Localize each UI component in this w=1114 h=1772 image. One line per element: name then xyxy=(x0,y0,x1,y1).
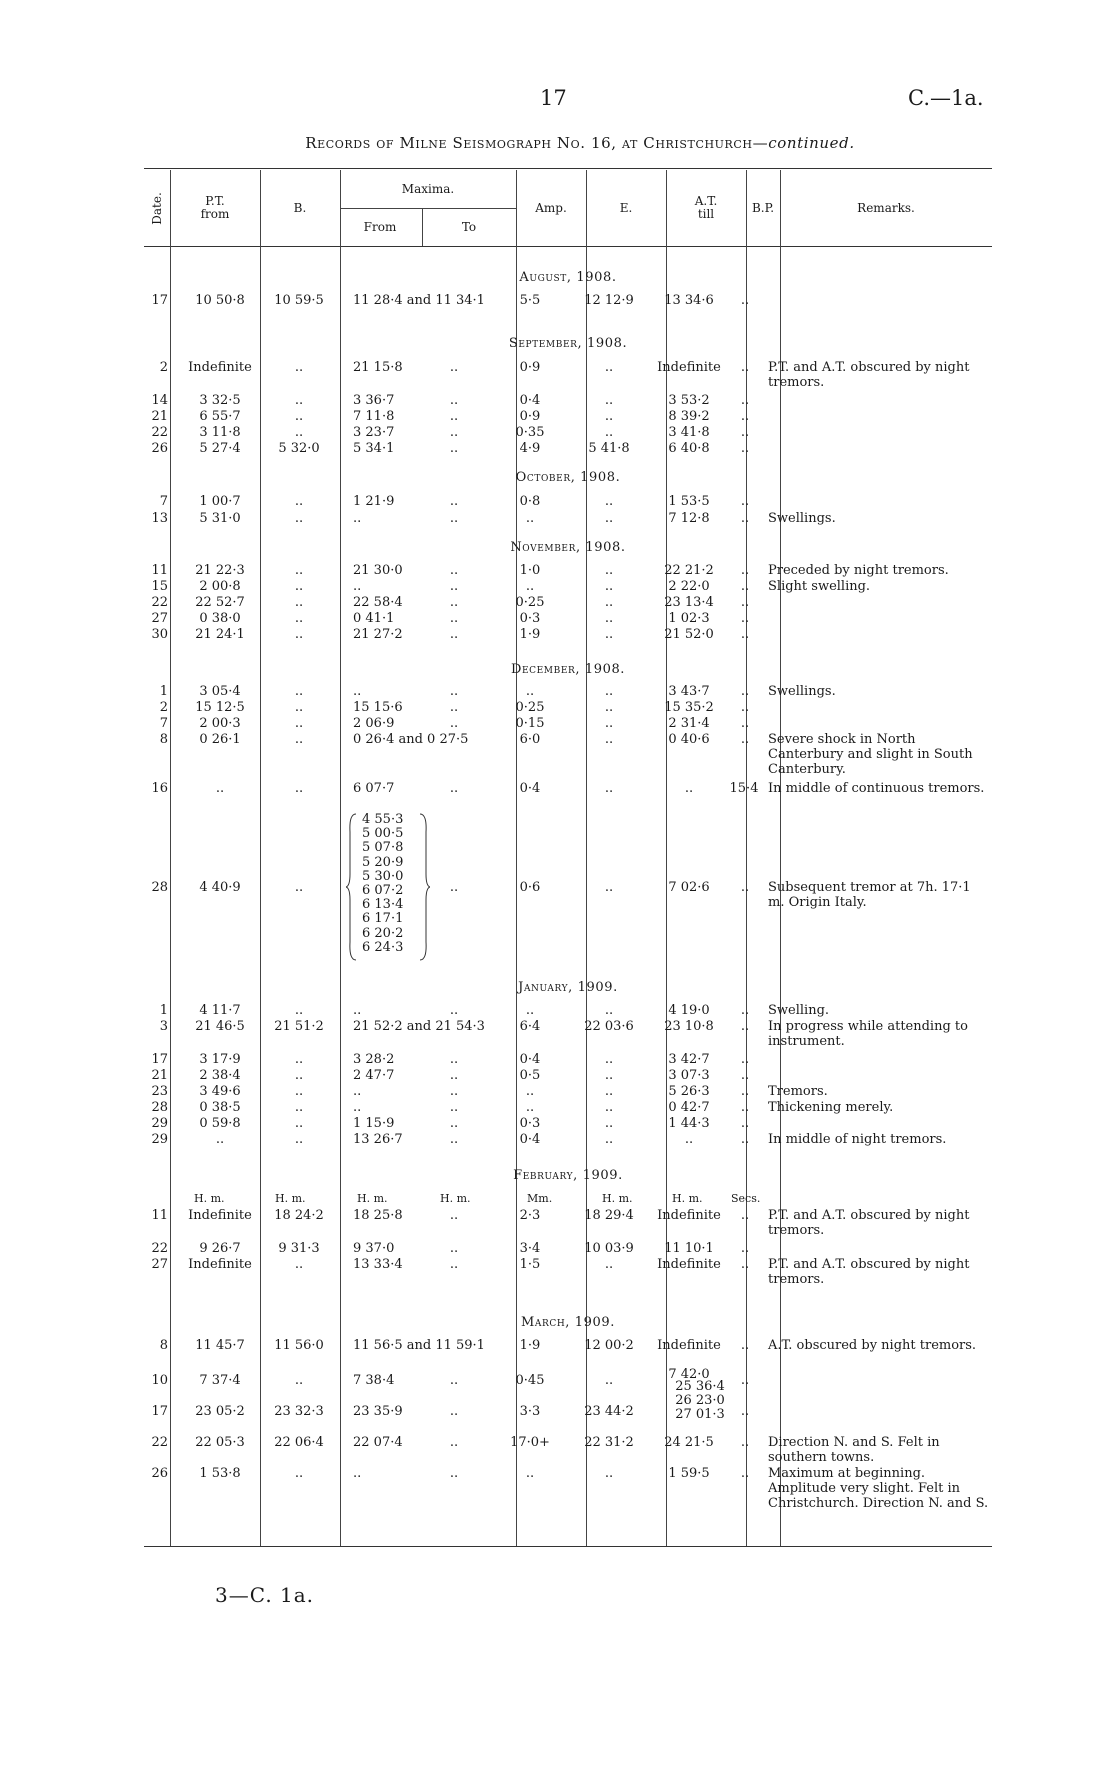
table-row: 10 7 37·4 .. 7 38·4 .. 0·45 .. 7 42·0 .. xyxy=(151,1367,750,1388)
col-amp-header: Amp. xyxy=(535,200,567,215)
table-row: 26 5 27·4 5 32·0 5 34·1 .. 4·9 5 41·8 6 40·8 .. xyxy=(151,441,750,456)
at-value: 25 36·4 xyxy=(675,1379,725,1394)
table-row: 3 21 46·5 21 51·2 21 52·2 and 21 54·3 6·4 22 03·6 23 10·8 .. In progress while attending to instrument. xyxy=(159,1019,968,1049)
table-row: 17 23 05·2 23 32·3 23 35·9 .. 3·3 23 44·2 .. xyxy=(151,1404,750,1419)
maxima-value: 6 20·2 xyxy=(362,925,404,941)
maxima-value: 4 55·3 xyxy=(362,812,404,827)
table-row: 11 21 22·3 .. 21 30·0 .. 1·0 .. 22 21·2 .. Preceded by night tremors. xyxy=(151,563,949,578)
col-pt-header: P.T. from xyxy=(200,194,230,221)
header-bottom-rule xyxy=(144,246,992,247)
section-march-1909: March, 1909. xyxy=(520,1315,615,1330)
table-row: 8 11 45·7 11 56·0 11 56·5 and 11 59·1 1·9 12 00·2 Indefinite .. A.T. obscured by night tremors. xyxy=(159,1338,977,1353)
col-e-header: E. xyxy=(619,200,633,215)
section-january-1909: January, 1909. xyxy=(518,980,618,995)
table-row: 21 6 55·7 .. 7 11·8 .. 0·9 .. 8 39·2 .. xyxy=(151,409,750,424)
col-maxima-header: Maxima. xyxy=(340,170,516,209)
table-row: 26 1 53·8 .. .. .. .. .. 1 59·5 .. Maximum at beginning. Amplitude very slight. Felt in Christchurch. Direction N. and S. xyxy=(151,1466,989,1511)
units-row: H. m. H. m. H. m. H. m. Mm. H. m. H. m. Secs. xyxy=(194,1192,761,1205)
table-row: 1 4 11·7 .. .. .. .. .. 4 19·0 .. Swelling. xyxy=(159,1003,830,1018)
document-code: C.—1a. xyxy=(908,86,984,110)
table-row: 27 Indefinite .. 13 33·4 .. 1·5 .. Indefinite .. P.T. and A.T. obscured by night tremors. xyxy=(151,1257,970,1287)
table-row: 22 22 52·7 .. 22 58·4 .. 0·25 .. 23 13·4 .. xyxy=(151,595,750,610)
table-row: 21 2 38·4 .. 2 47·7 .. 0·5 .. 3 07·3 .. xyxy=(151,1068,750,1083)
section-november-1908: November, 1908. xyxy=(510,540,626,555)
col-b-header: B. xyxy=(293,200,307,215)
table-row: 30 21 24·1 .. 21 27·2 .. 1·9 .. 21 52·0 .. xyxy=(151,627,750,642)
table-row: 7 2 00·3 .. 2 06·9 .. 0·15 .. 2 31·4 .. xyxy=(159,716,750,731)
table-row: 28 0 38·5 .. .. .. .. .. 0 42·7 .. Thickening merely. xyxy=(151,1100,894,1115)
section-february-1909: February, 1909. xyxy=(513,1168,623,1183)
table-bottom-rule xyxy=(144,1546,992,1547)
maxima-value: 6 13·4 xyxy=(362,897,404,913)
table-row: 29 .. .. 13 26·7 .. 0·4 .. .. .. In middle of night tremors. xyxy=(151,1132,947,1147)
col-remarks-header: Remarks. xyxy=(857,200,915,215)
table-row: 22 9 26·7 9 31·3 9 37·0 .. 3·4 10 03·9 11 10·1 .. xyxy=(151,1241,750,1256)
section-december-1908: December, 1908. xyxy=(510,662,626,677)
table-row: 14 3 32·5 .. 3 36·7 .. 0·4 .. 3 53·2 .. xyxy=(151,393,750,408)
maxima-value: 5 00·5 xyxy=(362,826,404,842)
col-to-header: To xyxy=(461,220,477,234)
table-row: 29 0 59·8 .. 1 15·9 .. 0·3 .. 1 44·3 .. xyxy=(151,1116,750,1131)
col-from-header: From xyxy=(363,220,397,234)
table-row: 23 3 49·6 .. .. .. .. .. 5 26·3 .. Tremors. xyxy=(151,1084,828,1099)
section-august-1908: August, 1908. xyxy=(519,270,617,285)
table-row: 28 4 40·9 .. .. 0·6 .. 7 02·6 .. Subsequent tremor at 7h. 17·1 m. Origin Italy. xyxy=(151,880,971,910)
table-header xyxy=(144,170,992,246)
maxima-value: 6 24·3 xyxy=(362,939,404,955)
page-number: 17 xyxy=(540,86,567,110)
table-row: 22 3 11·8 .. 3 23·7 .. 0·35 .. 3 41·8 .. xyxy=(151,425,750,440)
page-title: Records of Milne Seismograph No. 16, at Christchurch—continued. xyxy=(305,134,855,152)
table-row: 22 22 05·3 22 06·4 22 07·4 .. 17·0+ 22 31·2 24 21·5 .. Direction N. and S. Felt in southern towns. xyxy=(151,1435,940,1465)
maxima-value: 5 20·9 xyxy=(362,854,404,870)
col-date-header: Date. xyxy=(149,191,164,225)
table-row: 15 2 00·8 .. .. .. .. .. 2 22·0 .. Slight swelling. xyxy=(151,579,871,594)
table-row: 8 0 26·1 .. 0 26·4 and 0 27·5 6·0 .. 0 40·6 .. Severe shock in North Canterbury and slight in South Canterbury. xyxy=(159,732,973,777)
table-row: 27 0 38·0 .. 0 41·1 .. 0·3 .. 1 02·3 .. xyxy=(151,611,750,626)
maxima-value: 6 17·1 xyxy=(362,911,404,927)
page-footer: 3—C. 1a. xyxy=(215,1583,315,1607)
maxima-value: 5 30·0 xyxy=(362,868,404,884)
col-bp-header: B.P. xyxy=(751,200,775,215)
table-row: 13 5 31·0 .. .. .. .. .. 7 12·8 .. Swellings. xyxy=(151,511,836,526)
table-row: 11 Indefinite 18 24·2 18 25·8 .. 2·3 18 29·4 Indefinite .. P.T. and A.T. obscured by night tremors. xyxy=(151,1208,970,1238)
maxima-value: 5 07·8 xyxy=(362,840,404,856)
table-top-rule xyxy=(144,168,992,169)
table-row: 1 3 05·4 .. .. .. .. .. 3 43·7 .. Swellings. xyxy=(159,684,836,699)
at-value: 26 23·0 xyxy=(675,1393,725,1408)
table-row: 2 Indefinite .. 21 15·8 .. 0·9 .. Indefinite .. P.T. and A.T. obscured by night tremors. xyxy=(159,360,970,390)
col-at-header: A.T. till xyxy=(694,194,718,221)
table-row: 17 10 50·8 10 59·5 11 28·4 and 11 34·1 5·5 12 12·9 13 34·6 .. xyxy=(151,293,750,308)
at-value: 27 01·3 xyxy=(675,1407,725,1422)
maxima-value: 6 07·2 xyxy=(362,883,404,899)
table-row: 16 .. .. 6 07·7 .. 0·4 .. .. 15·4 In middle of continuous tremors. xyxy=(151,781,985,796)
section-september-1908: September, 1908. xyxy=(508,336,628,351)
table-row: 2 15 12·5 .. 15 15·6 .. 0·25 .. 15 35·2 .. xyxy=(159,700,750,715)
section-october-1908: October, 1908. xyxy=(515,470,621,485)
table-row: 7 1 00·7 .. 1 21·9 .. 0·8 .. 1 53·5 .. xyxy=(159,494,750,509)
table-row: 17 3 17·9 .. 3 28·2 .. 0·4 .. 3 42·7 .. xyxy=(151,1052,750,1067)
